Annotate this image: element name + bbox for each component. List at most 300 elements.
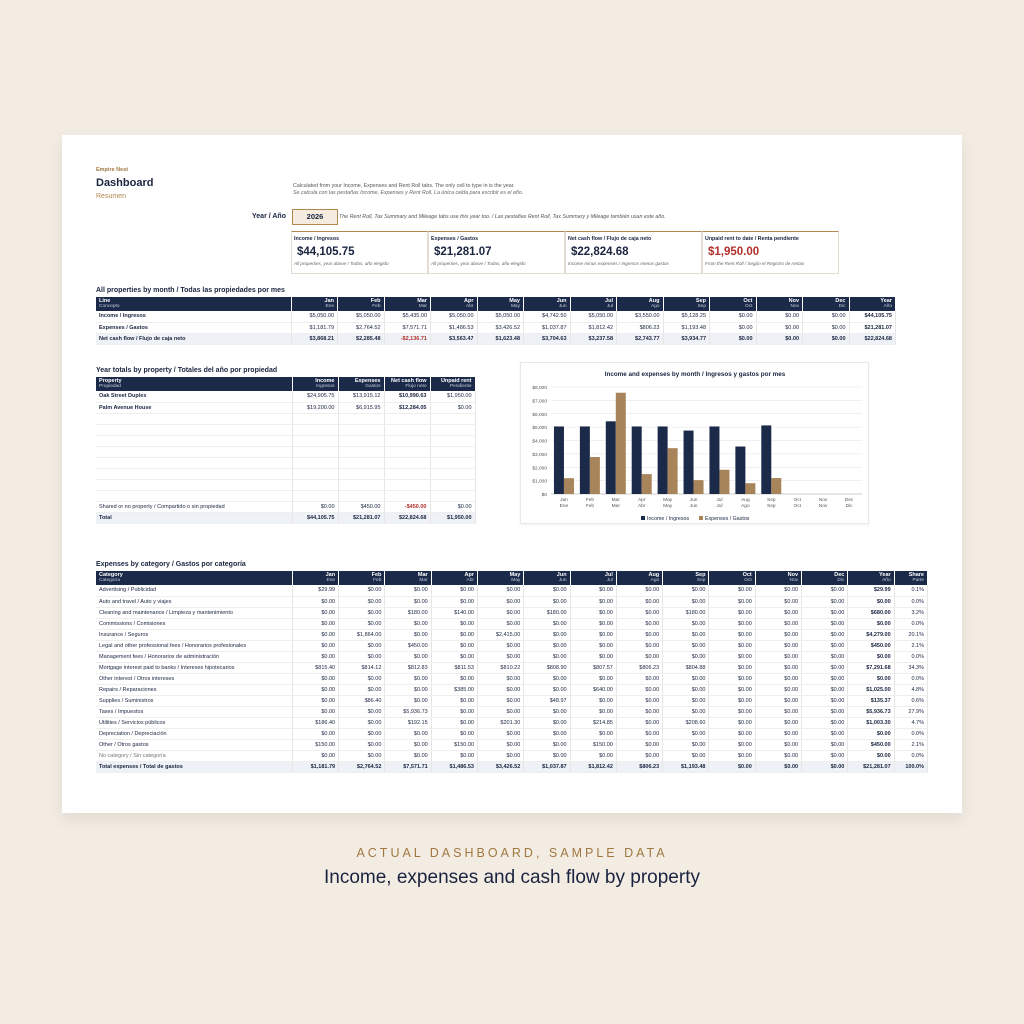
cell: $19,200.00: [292, 402, 338, 413]
cell: $0.00: [339, 640, 385, 651]
row-label: Advertising / Publicidad: [96, 585, 292, 596]
cell: $24,905.75: [292, 391, 338, 402]
cell: $0.00: [802, 684, 848, 695]
cell: $0.00: [431, 629, 477, 640]
table-row: [96, 501, 475, 512]
cell: $0.00: [663, 596, 709, 607]
col-month-es: Mar: [418, 304, 427, 309]
col-month-es: Jul: [606, 578, 613, 583]
cell: $48.97: [524, 695, 570, 706]
cell: [430, 424, 475, 435]
cell: $0.00: [477, 651, 523, 662]
cell: $0.00: [755, 618, 801, 629]
table-row: [96, 684, 928, 695]
col-month-en: Nov: [787, 572, 799, 578]
kpi-label: Expenses / Gastos: [431, 236, 479, 242]
cell-year: $1,003.30: [848, 717, 894, 728]
cell: $1,486.53: [431, 761, 477, 772]
page-subtitle: Resumen: [96, 193, 126, 200]
bar-income: [632, 426, 642, 494]
table-row: [96, 333, 896, 344]
cell: $815.40: [292, 662, 338, 673]
kpi-label: Net cash flow / Flujo de caja neto: [568, 236, 652, 242]
y-tick-label: $1,000: [532, 479, 547, 485]
cell: $0.00: [339, 618, 385, 629]
cell: $0.00: [431, 651, 477, 662]
property-table: [96, 377, 476, 524]
cell-share: 0.0%: [894, 618, 927, 629]
col-year: [848, 571, 894, 585]
cell: $3,868.21: [291, 333, 338, 344]
cell: $0.00: [385, 673, 431, 684]
cell: $0.00: [570, 618, 616, 629]
cell: $0.00: [477, 695, 523, 706]
row-label: Taxes / Impuestos: [96, 706, 292, 717]
calc-note: [293, 183, 523, 197]
cell: $1,812.42: [570, 322, 617, 333]
cell: $1,950.00: [430, 512, 475, 523]
cell: $0.00: [431, 618, 477, 629]
cell: $0.00: [755, 662, 801, 673]
table-row: [96, 391, 475, 402]
cell: $2,743.77: [617, 333, 664, 344]
cell: $0.00: [431, 695, 477, 706]
cell: $0.00: [570, 750, 616, 761]
cell: $5,050.00: [338, 311, 385, 322]
x-tick-label: May: [663, 498, 673, 503]
row-label: Cleaning and maintenance / Limpieza y mantenimiento: [96, 607, 292, 618]
cell: $0.00: [663, 618, 709, 629]
y-tick-label: $5,000: [532, 426, 547, 432]
cell: $0.00: [570, 673, 616, 684]
table-row: [96, 468, 475, 479]
cell: $0.00: [385, 750, 431, 761]
cell: $0.00: [616, 706, 662, 717]
cell: $3,237.58: [570, 333, 617, 344]
row-label: No category / Sin categoría: [96, 750, 292, 761]
cell: $1,193.48: [663, 322, 710, 333]
cell: $0.00: [292, 695, 338, 706]
cell-year: $4,279.00: [848, 629, 894, 640]
cell: $0.00: [802, 662, 848, 673]
cell: $0.00: [663, 728, 709, 739]
col-month-en: Jan: [324, 298, 334, 304]
y-tick-label: $0: [541, 493, 547, 498]
col-month-es: May: [511, 578, 521, 583]
row-label: Management fees / Honorarios de administración: [96, 651, 292, 662]
cell: $180.00: [524, 607, 570, 618]
cell: Palm Avenue House: [96, 402, 292, 413]
x-tick-label-es: Dic: [845, 504, 853, 509]
cell: $450.00: [385, 640, 431, 651]
y-tick-label: $8,000: [532, 386, 547, 391]
cell: [338, 424, 384, 435]
cell: $0.00: [524, 651, 570, 662]
col-category-en: Category: [99, 572, 123, 578]
table-row: [96, 457, 475, 468]
cell: $0.00: [477, 673, 523, 684]
cell: $0.00: [802, 695, 848, 706]
cell: $0.00: [431, 750, 477, 761]
cell: $0.00: [802, 651, 848, 662]
cell: $0.00: [616, 596, 662, 607]
property-header-row: [96, 377, 475, 391]
table-row: [96, 706, 928, 717]
cell: $2,285.48: [338, 333, 385, 344]
cell: $0.00: [570, 695, 616, 706]
cell: $29.99: [292, 585, 338, 596]
cell: [384, 457, 430, 468]
cell: $0.00: [339, 750, 385, 761]
col-share: [894, 571, 927, 585]
cell: $0.00: [709, 717, 755, 728]
cell: $186.40: [292, 717, 338, 728]
bar-expenses: [771, 478, 781, 494]
col-month: [524, 297, 571, 311]
cell: $0.00: [756, 311, 803, 322]
row-label: Insurance / Seguros: [96, 629, 292, 640]
col-month-en: Dec: [835, 298, 846, 304]
cell: $4,742.50: [524, 311, 571, 322]
cell: $208.60: [663, 717, 709, 728]
cell: [430, 457, 475, 468]
cell-year: $680.00: [848, 607, 894, 618]
cell: $0.00: [710, 322, 757, 333]
cell: $0.00: [802, 596, 848, 607]
bar-expenses: [642, 474, 652, 494]
cell: $0.00: [524, 750, 570, 761]
cell: [384, 446, 430, 457]
cell: $807.57: [570, 662, 616, 673]
cell: [338, 479, 384, 490]
col-month-es: Ago: [650, 304, 660, 309]
table-row: [96, 629, 928, 640]
cell: $0.00: [524, 640, 570, 651]
caption-top: ACTUAL DASHBOARD, SAMPLE DATA: [356, 846, 668, 860]
table-row: [96, 413, 475, 424]
col-prop-1-es: Ingresos: [316, 384, 335, 389]
kpi-card: [565, 231, 702, 274]
cell: $0.00: [292, 728, 338, 739]
cell: $1,864.00: [339, 629, 385, 640]
col-month-en: Jul: [605, 298, 613, 304]
cell: $0.00: [385, 684, 431, 695]
cell-year: $0.00: [848, 750, 894, 761]
cell: $0.00: [292, 501, 338, 512]
cell: $0.00: [292, 684, 338, 695]
cell-year: $29.99: [848, 585, 894, 596]
cell: $806.23: [617, 322, 664, 333]
col-year: [849, 297, 896, 311]
table-row: [96, 435, 475, 446]
cell: $0.00: [755, 728, 801, 739]
col-month: [384, 297, 431, 311]
col-month-es: Oct: [745, 304, 753, 309]
row-label: Income / Ingresos: [96, 311, 291, 322]
y-tick-label: $6,000: [532, 412, 547, 418]
cell: $0.00: [709, 607, 755, 618]
col-month-es: Sep: [696, 578, 706, 583]
cell: $3,563.47: [431, 333, 478, 344]
cell: $0.00: [755, 684, 801, 695]
row-label: Supplies / Suministros: [96, 695, 292, 706]
monthly-header-row: [96, 297, 896, 311]
cell-share: 0.1%: [894, 585, 927, 596]
cell: $5,050.00: [477, 311, 524, 322]
table-row: [96, 490, 475, 501]
col-month-es: Abr: [466, 578, 474, 583]
col-category: [96, 571, 292, 585]
cell: [292, 479, 338, 490]
cell-share: 0.0%: [894, 596, 927, 607]
table-row: [96, 651, 928, 662]
col-share-en: Share: [908, 572, 924, 578]
cell: $0.00: [616, 728, 662, 739]
col-month-en: Apr: [464, 298, 474, 304]
cell: $0.00: [802, 607, 848, 618]
cell: $0.00: [616, 618, 662, 629]
col-month-es: Sep: [697, 304, 706, 309]
row-label: Total expenses / Total de gastos: [96, 761, 292, 772]
col-month-en: Mar: [417, 298, 427, 304]
cell: $0.00: [709, 651, 755, 662]
cell: $10,990.63: [384, 391, 430, 402]
cell-share: 4.8%: [894, 684, 927, 695]
col-month-en: Nov: [788, 298, 799, 304]
cell: $1,623.48: [477, 333, 524, 344]
cell: $0.00: [755, 640, 801, 651]
col-month-en: Jul: [604, 572, 613, 578]
cell: $1,181.79: [292, 761, 338, 772]
legend-swatch: [641, 516, 645, 520]
cell: $3,426.52: [477, 761, 523, 772]
cell: $0.00: [570, 706, 616, 717]
cell: $0.00: [339, 607, 385, 618]
cell: $0.00: [524, 618, 570, 629]
calc-note-en: Calculated from your Income, Expenses and Rent Roll tabs. The only cell to type in is the year.: [293, 183, 515, 189]
col-line: [96, 297, 291, 311]
cell: [292, 457, 338, 468]
cell: $640.00: [570, 684, 616, 695]
row-label: Utilities / Servicios públicos: [96, 717, 292, 728]
x-tick-label-es: Jul: [716, 504, 723, 509]
legend-label: Income / Ingresos: [647, 516, 690, 522]
cell: $3,426.52: [477, 322, 524, 333]
cell: -$450.00: [384, 501, 430, 512]
cell-year: $44,105.75: [849, 311, 896, 322]
col-month: [339, 571, 385, 585]
x-tick-label-es: Nov: [818, 504, 828, 509]
col-month-en: Feb: [371, 572, 382, 578]
col-month: [663, 297, 710, 311]
col-month: [292, 571, 338, 585]
cell: $0.00: [292, 618, 338, 629]
kpi-note: All properties, year above / Todas, año elegido: [294, 261, 389, 266]
cell: $0.00: [663, 706, 709, 717]
row-label: Other interest / Otros intereses: [96, 673, 292, 684]
cell: $0.00: [663, 695, 709, 706]
x-tick-label: Oct: [793, 498, 801, 503]
cell: $6,915.95: [338, 402, 384, 413]
cell: $0.00: [802, 706, 848, 717]
col-prop-4-es: Pendiente: [449, 384, 472, 389]
cell: $140.00: [431, 607, 477, 618]
cell: $0.00: [524, 585, 570, 596]
col-prop-2: [338, 377, 384, 391]
cell: $0.00: [663, 750, 709, 761]
cell: $0.00: [431, 585, 477, 596]
cell: $0.00: [710, 311, 757, 322]
cell-year: $0.00: [848, 651, 894, 662]
kpi-label: Unpaid rent to date / Renta pendiente: [705, 236, 799, 242]
cell: $0.00: [431, 728, 477, 739]
cell: $0.00: [616, 640, 662, 651]
col-month-en: Mar: [417, 572, 428, 578]
cell: $0.00: [663, 629, 709, 640]
cell: [292, 490, 338, 501]
cell: [430, 446, 475, 457]
cell: $0.00: [802, 585, 848, 596]
cell-year: $450.00: [848, 640, 894, 651]
cell: [384, 468, 430, 479]
cell: $810.22: [477, 662, 523, 673]
x-tick-label: Sep: [767, 498, 776, 503]
cell: $201.30: [477, 717, 523, 728]
cell: $2,764.52: [338, 322, 385, 333]
cell: $5,050.00: [570, 311, 617, 322]
cell: $150.00: [431, 739, 477, 750]
cell: [292, 424, 338, 435]
cell: $0.00: [709, 618, 755, 629]
cell: $0.00: [709, 728, 755, 739]
cell: $0.00: [663, 739, 709, 750]
cell: $0.00: [802, 750, 848, 761]
year-input[interactable]: 2026: [292, 209, 338, 225]
cell: $0.00: [663, 684, 709, 695]
bar-income: [735, 447, 745, 494]
cell: [384, 490, 430, 501]
cell: [384, 479, 430, 490]
cell: $806.23: [616, 761, 662, 772]
bar-expenses: [564, 478, 574, 494]
cell: $1,193.48: [663, 761, 709, 772]
cell: $0.00: [616, 684, 662, 695]
col-month: [431, 297, 478, 311]
cell-share: 27.9%: [894, 706, 927, 717]
col-prop-0-es: Propiedad: [99, 384, 121, 389]
page-title: Dashboard: [96, 177, 154, 189]
table-row: [96, 717, 928, 728]
col-month-es: Jul: [606, 304, 613, 309]
cell: $0.00: [524, 728, 570, 739]
kpi-value: $1,950.00: [708, 246, 760, 258]
x-tick-label: Feb: [585, 498, 595, 503]
cell: $0.00: [802, 717, 848, 728]
cell: $0.00: [292, 651, 338, 662]
cell: $0.00: [477, 684, 523, 695]
col-year-en: Year: [879, 572, 891, 578]
cell: $0.00: [292, 750, 338, 761]
cell: $0.00: [477, 728, 523, 739]
cell: $0.00: [524, 684, 570, 695]
cell: $0.00: [524, 739, 570, 750]
cell: $0.00: [339, 651, 385, 662]
cell-share: 20.1%: [894, 629, 927, 640]
cell: $0.00: [385, 618, 431, 629]
bar-income: [580, 426, 590, 494]
bar-income: [658, 426, 668, 494]
cell-year: $22,824.68: [849, 333, 896, 344]
x-tick-label: Dec: [844, 498, 854, 503]
col-month-en: Apr: [464, 572, 474, 578]
cell: $21,281.07: [338, 512, 384, 523]
cell: $804.88: [663, 662, 709, 673]
chart-svg: [521, 363, 870, 525]
kpi-label: Income / Ingresos: [294, 236, 340, 242]
col-month-en: May: [509, 572, 521, 578]
bar-income: [761, 425, 771, 494]
cell: $0.00: [755, 629, 801, 640]
col-month-en: Sep: [695, 572, 706, 578]
row-label: Other / Otros gastos: [96, 739, 292, 750]
cell: $0.00: [477, 750, 523, 761]
cell: $0.00: [802, 673, 848, 684]
cell: $0.00: [477, 618, 523, 629]
cell: $7,571.71: [385, 761, 431, 772]
cell: $0.00: [385, 596, 431, 607]
cell-year: $21,281.07: [849, 322, 896, 333]
col-year-es: Año: [882, 578, 891, 583]
col-prop-1: [292, 377, 338, 391]
cell: $0.00: [616, 651, 662, 662]
col-month: [431, 571, 477, 585]
cell: $0.00: [292, 673, 338, 684]
cell: $0.00: [755, 673, 801, 684]
legend-label: Expenses / Gastos: [705, 516, 750, 522]
brand-label: Empire Nest: [96, 167, 129, 173]
bar-expenses: [694, 480, 704, 494]
cell: $811.53: [431, 662, 477, 673]
table-row: [96, 607, 928, 618]
col-month: [663, 571, 709, 585]
kpi-card: [428, 231, 565, 274]
table-row: [96, 479, 475, 490]
cell: $5,435.00: [384, 311, 431, 322]
cell: $0.00: [710, 333, 757, 344]
cell: $3,550.00: [617, 311, 664, 322]
col-prop-2-es: Gastos: [365, 384, 381, 389]
cell: $0.00: [709, 662, 755, 673]
cell: $2,415.00: [477, 629, 523, 640]
cell: $0.00: [477, 640, 523, 651]
cell: $180.00: [385, 607, 431, 618]
x-tick-label: Jul: [716, 498, 723, 503]
cell: $0.00: [756, 322, 803, 333]
col-month: [802, 571, 848, 585]
cell: $150.00: [292, 739, 338, 750]
cell-share: 2.1%: [894, 739, 927, 750]
cell: $0.00: [431, 596, 477, 607]
col-month-en: Aug: [648, 298, 660, 304]
cell: $2,764.52: [339, 761, 385, 772]
cell: $0.00: [756, 333, 803, 344]
row-label: Expenses / Gastos: [96, 322, 291, 333]
calc-note-es: Se calcula con las pestañas Income, Expenses y Rent Roll. La única celda para escribir es el año.: [293, 190, 524, 196]
cell: [430, 468, 475, 479]
caption-bottom: Income, expenses and cash flow by property: [324, 867, 700, 888]
cell: [384, 435, 430, 446]
cell: [430, 479, 475, 490]
